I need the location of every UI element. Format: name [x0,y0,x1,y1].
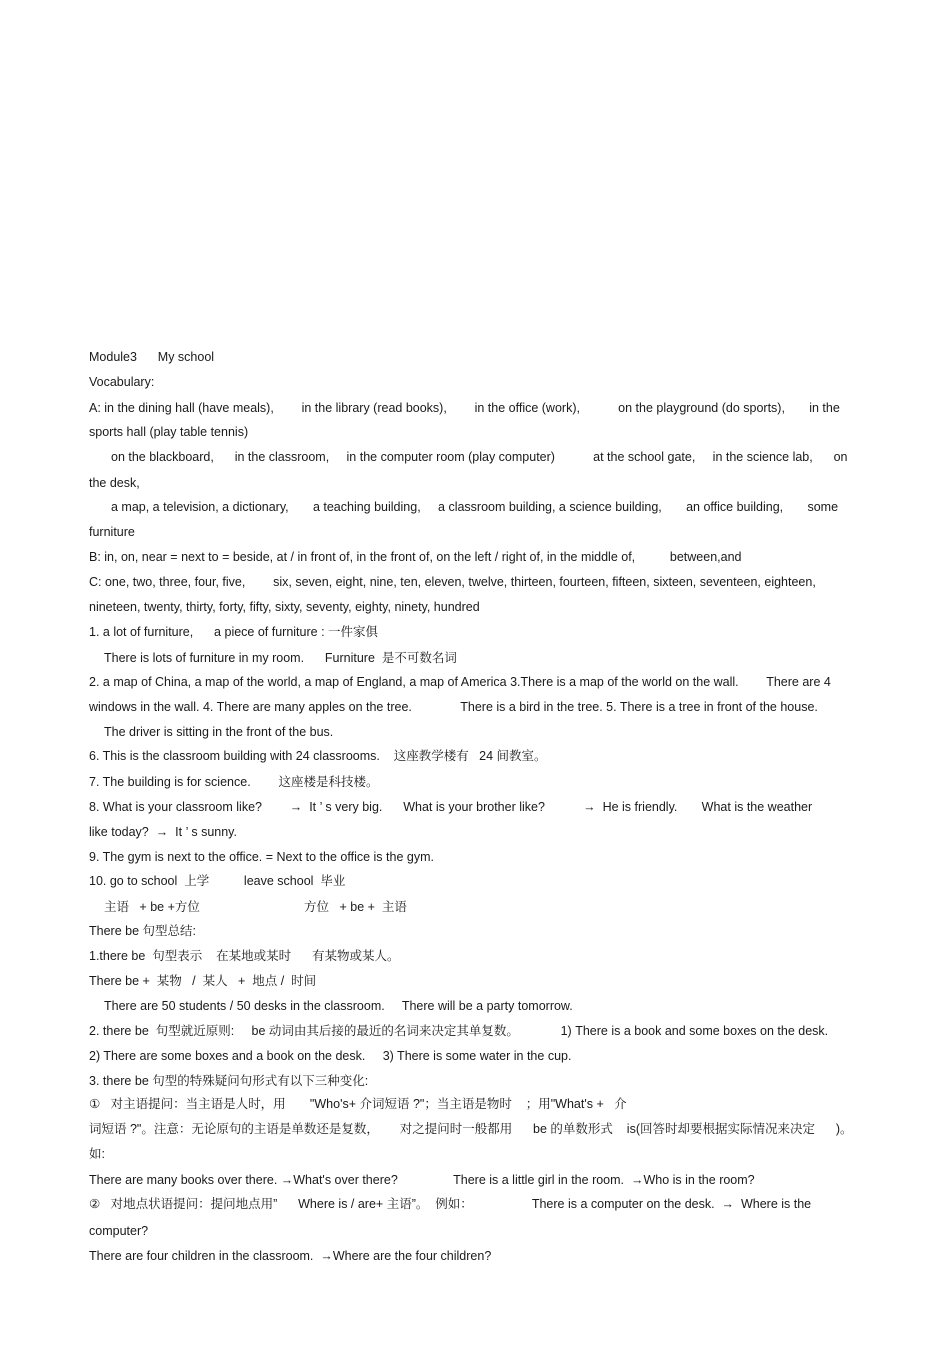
text-line: There be + 某物 / 某人 + 地点 / 时间 [89,974,317,988]
text-line: 1.there be 句型表示 在某地或某时 有某物或某人。 [89,949,400,963]
text-line: 词短语 ?"。注意：无论原句的主语是单数还是复数， 对之提问时一般都用 be 的单数形式 is(回答时却要根据实际情况来决定 )。 [89,1122,853,1136]
text-line: sports hall (play table tennis) [89,425,249,439]
text-line: ② 对地点状语提问：提问地点用” Where is / are+ 主语”。 例如： There is a computer on the desk. → Where is the [89,1197,812,1211]
text-line: 8. What is your classroom like? → It ’ s very big. What is your brother like? → He is friendly. What is the weather [89,800,813,814]
text-line: 如: [89,1147,105,1161]
text-line: 1. a lot of furniture, a piece of furniture : 一件家俱 [89,625,379,639]
text-line: windows in the wall. 4. There are many apples on the tree. There is a bird in the tree. 5. There is a tree in front of the house. [89,700,818,714]
text-line: There are 50 students / 50 desks in the classroom. There will be a party tomorrow. [104,999,573,1013]
text-line: furniture [89,525,135,539]
text-line: The driver is sitting in the front of the bus. [104,725,334,739]
text-line: like today? → It ’ s sunny. [89,825,237,839]
text-line: 7. The building is for science. 这座楼是科技楼。 [89,775,379,789]
text-line: There is lots of furniture in my room. Furniture 是不可数名词 [104,651,457,665]
text-line: A: in the dining hall (have meals), in the library (read books), in the office (work), on the playground (do sports), in the [89,401,840,415]
text-line: 6. This is the classroom building with 24 classrooms. 这座教学楼有 24 间教室。 [89,749,547,763]
text-line: 2. a map of China, a map of the world, a map of England, a map of America 3.There is a map of the world on the wall. There are 4 [89,675,831,689]
text-line: There are four children in the classroom. →Where are the four children? [89,1249,492,1263]
vocabulary-heading: Vocabulary: [89,375,155,389]
text-line: ① 对主语提问：当主语是人时，用 "Who's+ 介词短语 ?"；当主语是物时 ；用"What's + 介 [89,1097,627,1111]
text-line: the desk, [89,476,140,490]
text-line: There are many books over there. →What's over there? There is a little girl in the room. →Who is in the room? [89,1173,755,1187]
text-line: 10. go to school 上学 leave school 毕业 [89,874,346,888]
text-line: 主语 + be +方位 方位 + be + 主语 [104,900,407,914]
text-line: B: in, on, near = next to = beside, at / in front of, in the front of, on the left / right of, in the middle of, between,and [89,550,742,564]
text-line: computer? [89,1224,149,1238]
text-line: 2) There are some boxes and a book on the desk. 3) There is some water in the cup. [89,1049,572,1063]
text-line: 2. there be 句型就近原则: be 动词由其后接的最近的名词来决定其单复数。 1) There is a book and some boxes on the desk. [89,1024,829,1038]
text-line: 9. The gym is next to the office. = Next to the office is the gym. [89,850,434,864]
text-line: on the blackboard, in the classroom, in the computer room (play computer) at the school gate, in the science lab, on [111,450,848,464]
module-title: Module3 My school [89,350,215,364]
text-line: a map, a television, a dictionary, a teaching building, a classroom building, a science building, an office building, some [111,500,839,514]
text-line: C: one, two, three, four, five, six, seven, eight, nine, ten, eleven, twelve, thirteen, fourteen, fifteen, sixteen, seventeen, eighteen, [89,575,816,589]
text-line: nineteen, twenty, thirty, forty, fifty, sixty, seventy, eighty, ninety, hundred [89,600,480,614]
text-line: 3. there be 句型的特殊疑问句形式有以下三种变化: [89,1074,369,1088]
text-line: There be 句型总结: [89,924,196,938]
